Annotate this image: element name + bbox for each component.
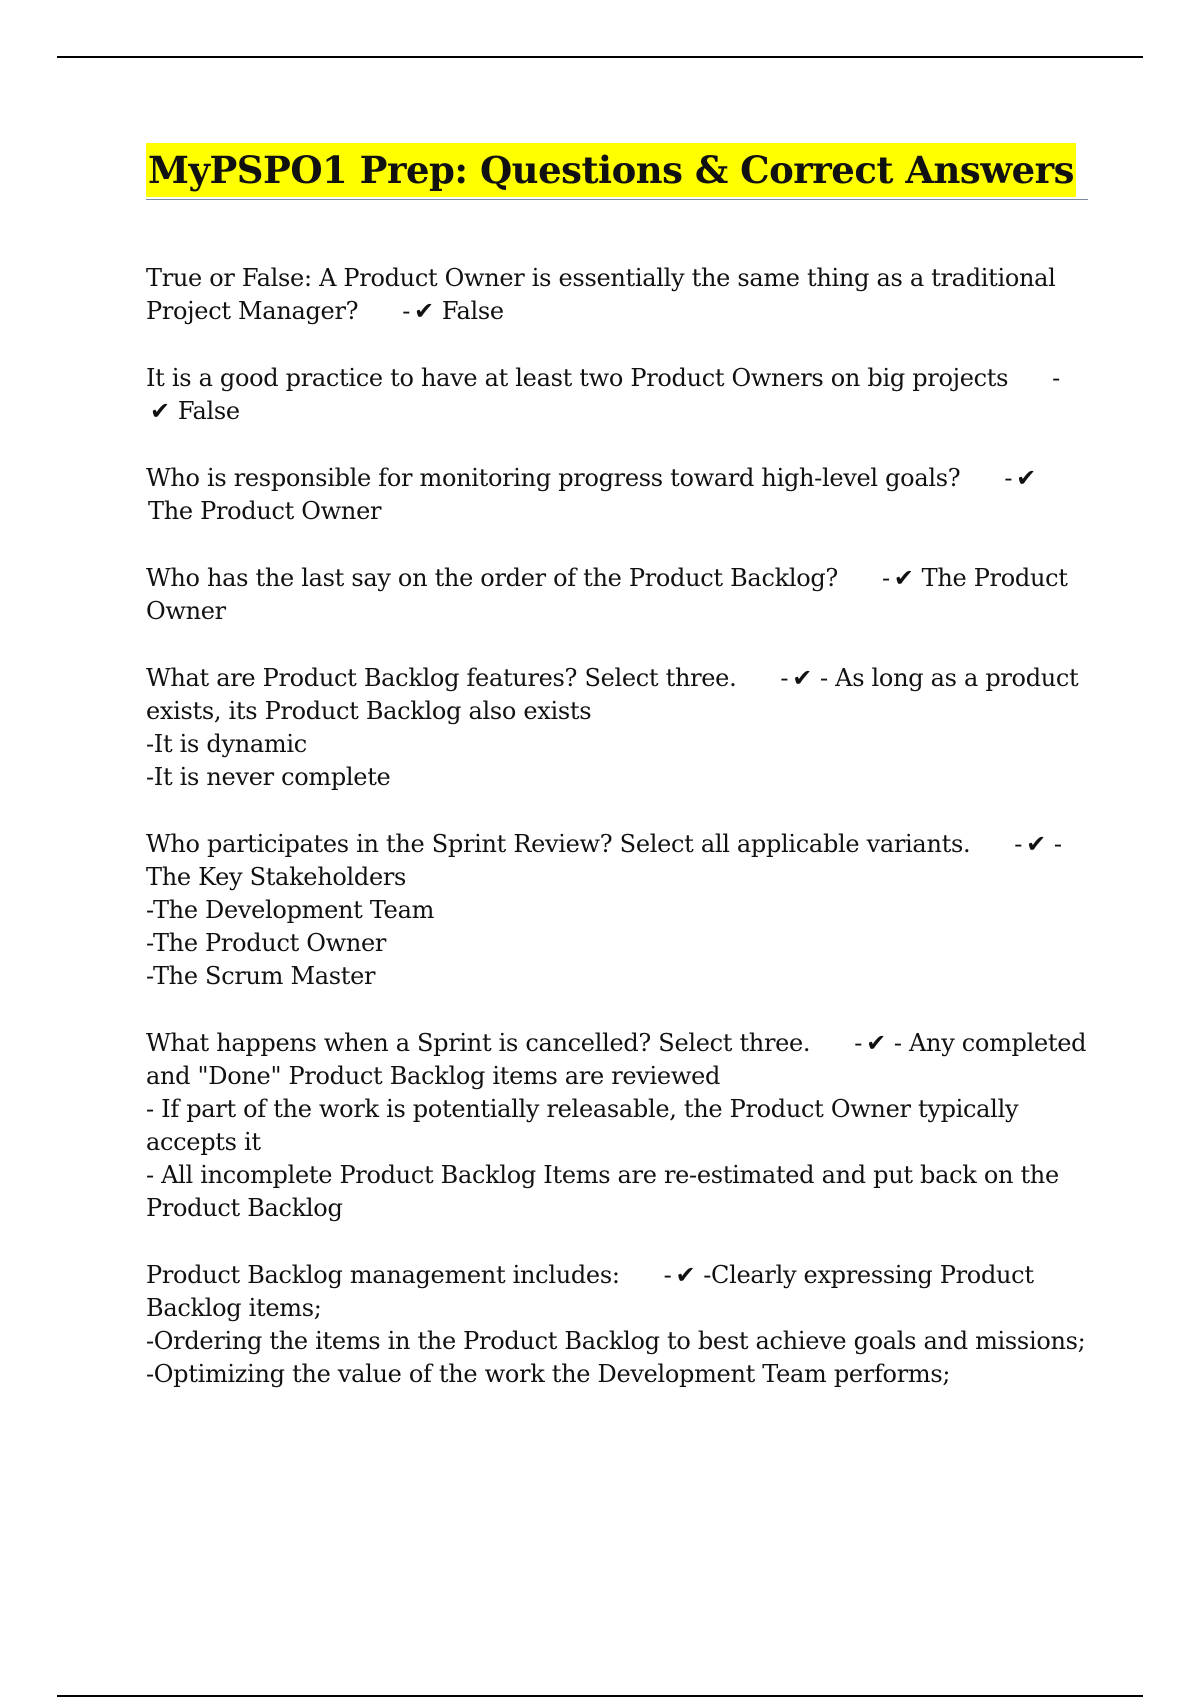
answer-separator: -	[780, 664, 789, 692]
qa-list	[146, 262, 1088, 1391]
question-text: True or False: A Product Owner is essentially the same thing as a traditional Project Manager?	[146, 264, 1056, 325]
answer-text: -The Scrum Master	[146, 962, 376, 990]
document-body	[146, 143, 1088, 1425]
answer-text: False	[441, 297, 504, 325]
checkmark-icon: ✔	[414, 297, 434, 325]
question-text: What are Product Backlog features? Select three.	[146, 664, 737, 692]
answer-text: The Product Owner	[146, 564, 1068, 625]
qa-item	[146, 462, 1088, 528]
answer-text: The Product Owner	[148, 497, 382, 525]
answer-text: - The Key Stakeholders	[146, 830, 1062, 891]
answer-text: - Any completed and "Done" Product Backlog items are reviewed	[146, 1029, 1087, 1090]
checkmark-icon: ✔	[866, 1029, 886, 1057]
question-text: Who has the last say on the order of the Product Backlog?	[146, 564, 838, 592]
answer-separator: -	[402, 297, 410, 325]
checkmark-icon: ✔	[675, 1261, 696, 1289]
answer-text: -Optimizing the value of the work the Development Team performs;	[146, 1360, 951, 1388]
answer-separator: -	[1014, 830, 1023, 858]
checkmark-icon: ✔	[150, 397, 170, 425]
answer-text: -Ordering the items in the Product Backlog to best achieve goals and missions;	[146, 1327, 1086, 1355]
qa-item	[146, 1027, 1088, 1225]
checkmark-icon: ✔	[1016, 464, 1036, 492]
answer-separator: -	[663, 1261, 672, 1289]
answer-text: -It is dynamic	[146, 730, 307, 758]
answer-text: - As long as a product exists, its Product Backlog also exists	[146, 664, 1079, 725]
answer-text: -Clearly expressing Product Backlog items;	[146, 1261, 1034, 1322]
answer-separator: -	[1052, 364, 1060, 392]
checkmark-icon: ✔	[1026, 830, 1046, 858]
qa-item	[146, 662, 1088, 794]
answer-text: - All incomplete Product Backlog Items are re-estimated and put back on the Product Backlog	[146, 1161, 1059, 1222]
checkmark-icon: ✔	[893, 564, 914, 592]
title-block	[146, 143, 1088, 200]
answer-text: False	[177, 397, 240, 425]
page-title: MyPSPO1 Prep: Questions & Correct Answers	[146, 143, 1076, 197]
qa-item	[146, 362, 1088, 428]
footer-rule	[57, 1695, 1143, 1697]
answer-text: -The Development Team	[146, 896, 435, 924]
qa-item	[146, 828, 1088, 993]
answer-separator: -	[854, 1029, 863, 1057]
question-text: Product Backlog management includes:	[146, 1261, 620, 1289]
checkmark-icon: ✔	[792, 664, 813, 692]
question-text: It is a good practice to have at least two Product Owners on big projects	[146, 364, 1009, 392]
answer-text: -It is never complete	[146, 763, 391, 791]
qa-item	[146, 1259, 1088, 1391]
question-text: Who is responsible for monitoring progress toward high-level goals?	[146, 464, 961, 492]
question-text: Who participates in the Sprint Review? Select all applicable variants.	[146, 830, 971, 858]
answer-text: -The Product Owner	[146, 929, 387, 957]
header-rule	[57, 56, 1143, 58]
qa-item	[146, 262, 1088, 328]
answer-separator: -	[881, 564, 890, 592]
answer-text: - If part of the work is potentially releasable, the Product Owner typically accepts it	[146, 1095, 1019, 1156]
answer-separator: -	[1004, 464, 1013, 492]
question-text: What happens when a Sprint is cancelled? Select three.	[146, 1029, 811, 1057]
qa-item	[146, 562, 1088, 628]
